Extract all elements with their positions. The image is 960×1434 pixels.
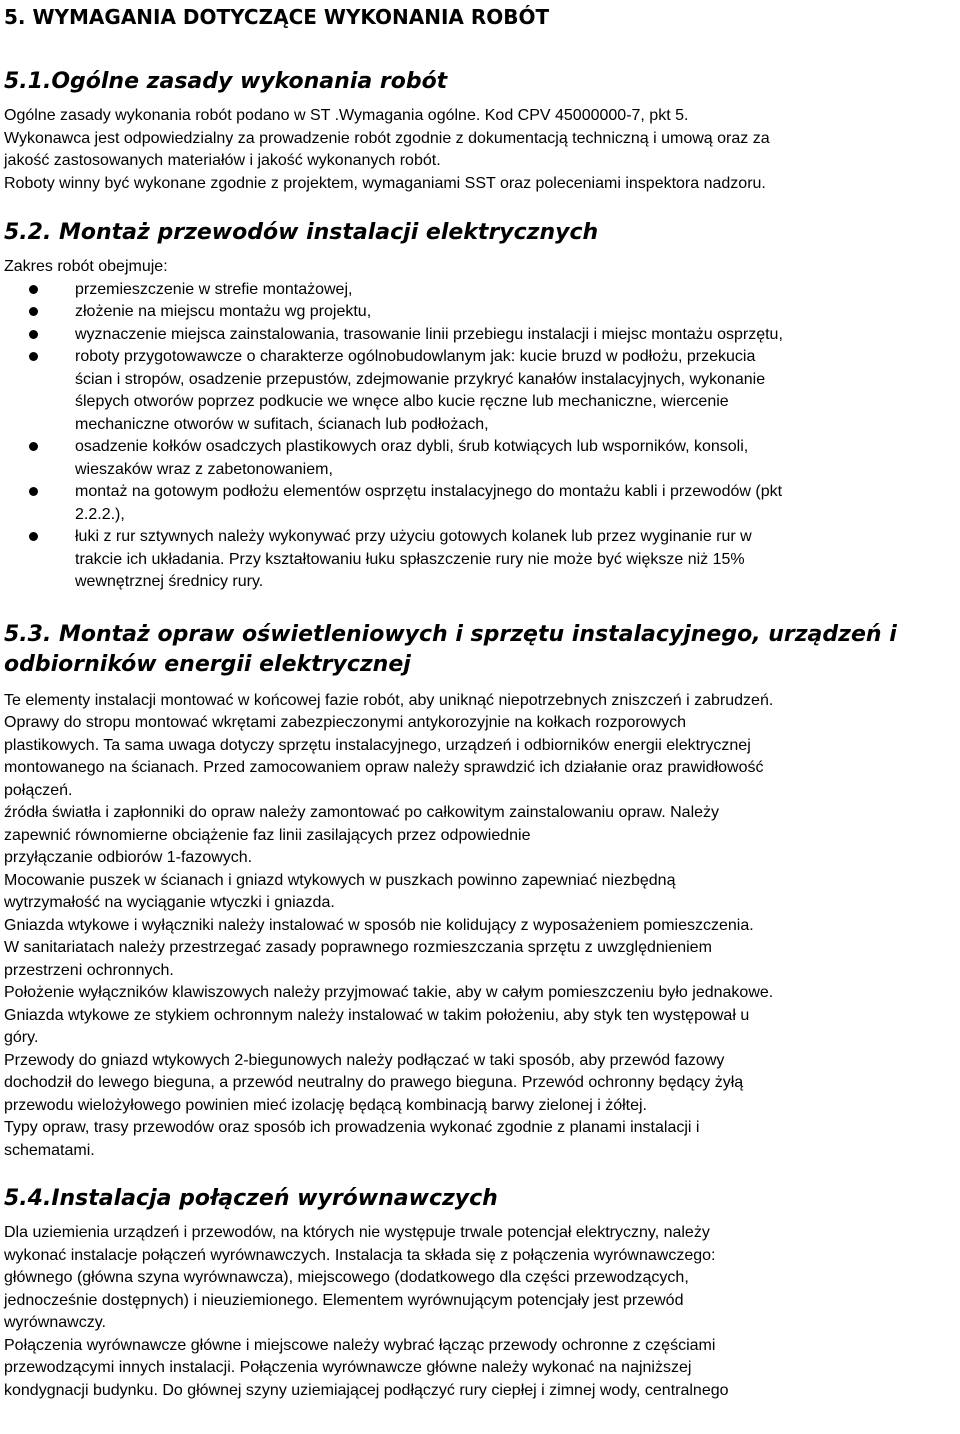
list-item-line: wyznaczenie miejsca zainstalowania, trasowanie linii przebiegu instalacji i miejsc montażu osprzętu, <box>75 325 783 343</box>
paragraph-line: góry. <box>4 1029 39 1046</box>
list-item-line: wieszaków wraz z zabetonowaniem, <box>75 460 333 478</box>
paragraph-line: Położenie wyłączników klawiszowych należy przyjmować takie, aby w całym pomieszczeniu było jednakowe. <box>4 984 774 1001</box>
list-item-line: trakcie ich układania. Przy kształtowaniu łuku spłaszczenie rury nie może być większe niż 15% <box>75 550 745 568</box>
paragraph-line: Ogólne zasady wykonania robót podano w ST .Wymagania ogólne. Kod CPV 45000000-7, pkt 5. <box>4 107 689 124</box>
list-item-line: przemieszczenie w strefie montażowej, <box>75 280 353 298</box>
list-item <box>4 301 959 324</box>
section-5-3-body <box>4 690 959 1163</box>
section-5-heading: 5. WYMAGANIA DOTYCZĄCE WYKONANIA ROBÓT <box>4 5 550 29</box>
paragraph-line: Gniazda wtykowe ze stykiem ochronnym należy instalować w takim położeniu, aby styk ten występował u <box>4 1006 750 1024</box>
section-5-4-body <box>4 1222 959 1402</box>
paragraph-line: Gniazda wtykowe i wyłączniki należy instalować w sposób nie kolidujący z wyposażeniem pomieszczenia. <box>4 916 754 934</box>
section-5-3-heading-line: 5.3. Montaż opraw oświetleniowych i sprzętu instalacyjnego, urządzeń i <box>4 621 897 647</box>
section-5-4-heading: 5.4.Instalacja połączeń wyrównawczych <box>4 1186 498 1211</box>
list-item <box>4 324 959 347</box>
paragraph-line: Typy opraw, trasy przewodów oraz sposób ich prowadzenia wykonać zgodnie z planami instalacji i <box>4 1119 700 1136</box>
paragraph-line: jednocześnie dostępnych) i nieuziemionego. Elementem wyrównującym potencjały jest przewód <box>4 1291 684 1309</box>
scope-list <box>4 279 959 594</box>
list-item-line: mechaniczne otworów w sufitach, ścianach lub podłożach, <box>75 415 489 433</box>
section-5-1-heading: 5.1.Ogólne zasady wykonania robót <box>4 69 448 94</box>
paragraph-line: wyrównawczy. <box>4 1314 106 1331</box>
paragraph-line: W sanitariatach należy przestrzegać zasady poprawnego rozmieszczania sprzętu z uwzględnieniem <box>4 939 712 956</box>
paragraph-line: plastikowych. Ta sama uwaga dotyczy sprzętu instalacyjnego, urządzeń i odbiorników energii elektrycznej <box>4 736 751 754</box>
paragraph-line: przyłączanie odbiorów 1-fazowych. <box>4 849 253 866</box>
paragraph-line: głównego (główna szyna wyrównawcza), miejscowego (dodatkowego dla części przewodzących, <box>4 1269 689 1286</box>
section-5-3-heading-line: odbiorników energii elektrycznej <box>4 651 411 677</box>
paragraph-line: Połączenia wyrównawcze główne i miejscowe należy wybrać łącząc przewody ochronne z częściami <box>4 1336 716 1354</box>
paragraph-line: Te elementy instalacji montować w końcowej fazie robót, aby uniknąć niepotrzebnych zniszczeń i zabrudzeń. <box>4 691 774 709</box>
list-item-line: roboty przygotowawcze o charakterze ogólnobudowlanym jak: kucie bruzd w podłożu, przekucia <box>75 348 756 365</box>
document-page <box>4 0 959 1402</box>
list-item-line: łuki z rur sztywnych należy wykonywać przy użyciu gotowych kolanek lub przez wyginanie rur w <box>75 528 752 545</box>
paragraph-line: dochodził do lewego bieguna, a przewód neutralny do prawego bieguna. Przewód ochronny będący żyłą <box>4 1074 744 1091</box>
list-item-line: montaż na gotowym podłożu elementów osprzętu instalacyjnego do montażu kabli i przewodów (pkt <box>75 483 783 500</box>
list-item-line: złożenie na miejscu montażu wg projektu, <box>75 303 372 320</box>
paragraph-line: Przewody do gniazd wtykowych 2-biegunowych należy podłączać w taki sposób, aby przewód fazowy <box>4 1051 725 1069</box>
list-item <box>4 346 959 436</box>
paragraph-line: przestrzeni ochronnych. <box>4 961 174 979</box>
paragraph-line: Dla uziemienia urządzeń i przewodów, na których nie występuje trwale potencjał elektryczny, należy <box>4 1224 710 1241</box>
list-item-line: ścian i stropów, osadzenie przepustów, zdejmowanie przykryć kanałów instalacyjnych, wykonanie <box>75 370 766 388</box>
list-item <box>4 481 959 526</box>
paragraph-line: kondygnacji budynku. Do głównej szyny uziemiającej podłączyć rury ciepłej i zimnej wody, centralnego <box>4 1381 729 1399</box>
scope-intro: Zakres robót obejmuje: <box>4 258 168 275</box>
paragraph-line: przewodu wielożyłowego powinien mieć izolację będącą kombinacją barwy zielonej i żółtej. <box>4 1096 647 1114</box>
paragraph-line: połączeń. <box>4 781 73 799</box>
section-5-2-body <box>4 256 959 594</box>
section-5-1-body <box>4 105 959 195</box>
list-item-line: wewnętrznej średnicy rury. <box>75 573 264 590</box>
paragraph-line: wytrzymałość na wyciąganie wtyczki i gniazda. <box>4 894 335 911</box>
paragraph-line: Oprawy do stropu montować wkrętami zabezpieczonymi antykorozyjnie na kołkach rozporowych <box>4 714 687 731</box>
paragraph-line: montowanego na ścianach. Przed zamocowaniem opraw należy sprawdzić ich działanie oraz prawidłowość <box>4 759 764 776</box>
paragraph-line: schematami. <box>4 1141 95 1159</box>
list-item-line: osadzenie kołków osadczych plastikowych oraz dybli, śrub kotwiących lub wsporników, konsoli, <box>75 438 749 455</box>
paragraph-line: wykonać instalacje połączeń wyrównawczych. Instalacja ta składa się z połączenia wyrównawczego: <box>4 1246 716 1264</box>
list-item-line: 2.2.2.), <box>75 505 125 523</box>
paragraph-line: przewodzącymi innych instalacji. Połączenia wyrównawcze główne należy wykonać na najniższej <box>4 1359 692 1376</box>
paragraph-line: Mocowanie puszek w ścianach i gniazd wtykowych w puszkach powinno zapewniać niezbędną <box>4 871 676 889</box>
list-item-line: ślepych otworów poprzez podkucie we wnęce albo kucie ręczne lub mechaniczne, wiercenie <box>75 393 729 410</box>
list-item <box>4 436 959 481</box>
section-5-3-heading <box>4 620 959 680</box>
paragraph-line: źródła światła i zapłonniki do opraw należy zamontować po całkowitym zainstalowaniu opraw. Należy <box>4 804 720 821</box>
paragraph-line: Wykonawca jest odpowiedzialny za prowadzenie robót zgodnie z dokumentacją techniczną i umową oraz za <box>4 129 770 147</box>
paragraph-line: jakość zastosowanych materiałów i jakość wykonanych robót. <box>4 152 441 169</box>
section-5-2-heading: 5.2. Montaż przewodów instalacji elektrycznych <box>4 220 599 245</box>
list-item <box>4 526 959 594</box>
paragraph-line: Roboty winny być wykonane zgodnie z projektem, wymaganiami SST oraz poleceniami inspektora nadzoru. <box>4 174 766 192</box>
list-item <box>4 279 959 302</box>
paragraph-line: zapewnić równomierne obciążenie faz linii zasilających przez odpowiednie <box>4 826 531 844</box>
